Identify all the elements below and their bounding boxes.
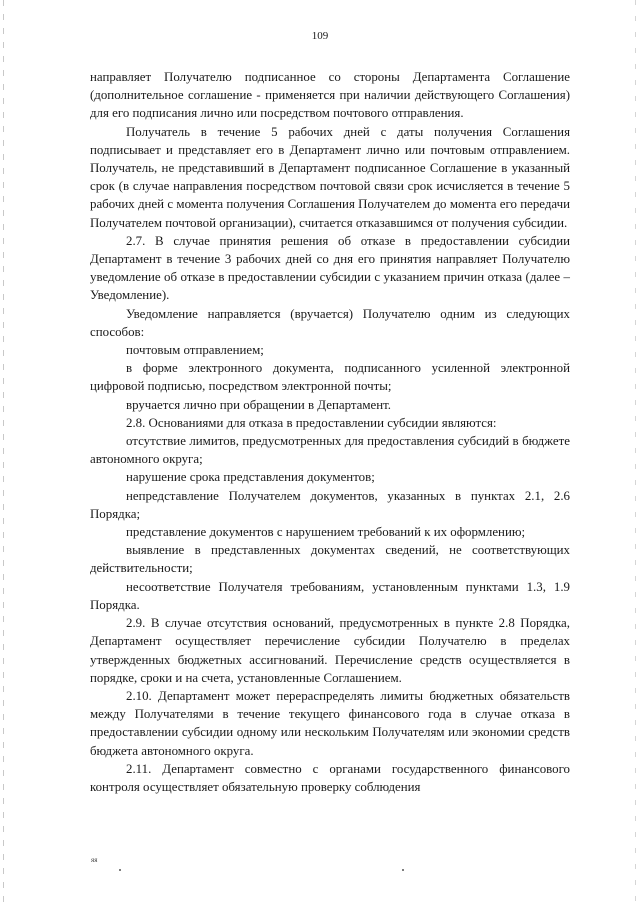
scan-speck	[119, 869, 121, 871]
scan-right-edge	[635, 0, 636, 905]
list-item-format-violation: представление документов с нарушением требований к их оформлению;	[126, 525, 526, 540]
paragraph-2-8: 2.8. Основаниями для отказа в предоставлении субсидии являются:	[126, 415, 497, 430]
paragraph-signing-term: Получатель в течение 5 рабочих дней с даты получения Соглашения подписывает и представляет его в Департамент лично или почтовым отправлением. Получатель, не представивший в Департамент подписанное Соглашение в указанный срок (в случае направления посредством почтовой связи срок исчисляется в течение 5 рабочих дней с момента получения Соглашения Получателем до момента его передачи Получателем почтовой организации), считается отказавшимся от получения субсидии.	[90, 124, 570, 230]
footer-mark: яя	[91, 856, 98, 864]
list-item-missing-documents: непредставление Получателем документов, указанных в пунктах 2.1, 2.6 Порядка;	[90, 488, 570, 521]
list-item-electronic: в форме электронного документа, подписанного усиленной электронной цифровой подписью, посредством электронной почты;	[90, 361, 570, 394]
list-item-no-limits: отсутствие лимитов, предусмотренных для предоставления субсидий в бюджете автономного округа;	[90, 434, 570, 467]
scan-left-edge	[3, 0, 4, 905]
list-item-deadline-violation: нарушение срока представления документов;	[126, 470, 375, 485]
paragraph-2-10: 2.10. Департамент может перераспределять лимиты бюджетных обязательств между Получателями в течение текущего финансового года в случае отказа в предоставлении субсидии одному или нескольким Получателям или экономии средств бюджета автономного округа.	[90, 688, 570, 758]
page-number: 109	[311, 30, 329, 42]
paragraph-2-7: 2.7. В случае принятия решения об отказе в предоставлении субсидии Департамент в течение 3 рабочих дней со дня его принятия направляет Получателю уведомление об отказе в предоставлении субсидии с указанием причин отказа (далее – Уведомление).	[90, 233, 570, 303]
list-item-false-info: выявление в представленных документах сведений, не соответствующих действительности;	[90, 543, 570, 576]
paragraph-notice-methods: Уведомление направляется (вручается) Получателю одним из следующих способов:	[90, 306, 570, 339]
list-item-postal: почтовым отправлением;	[126, 343, 264, 358]
list-item-noncompliance: несоответствие Получателя требованиям, установленным пунктами 1.3, 1.9 Порядка.	[90, 579, 570, 612]
paragraph-2-11: 2.11. Департамент совместно с органами государственного финансового контроля осуществляет обязательную проверку соблюдения	[90, 761, 570, 794]
paragraph-continuation: направляет Получателю подписанное со стороны Департамента Соглашение (дополнительное соглашение - применяется при наличии действующего Соглашения) для его подписания лично или посредством почтового отправления.	[90, 70, 570, 121]
scan-speck	[402, 869, 404, 871]
paragraph-2-9: 2.9. В случае отсутствия оснований, предусмотренных в пункте 2.8 Порядка, Департамент осуществляет перечисление субсидии Получателю в пределах утвержденных бюджетных ассигнований. Перечисление средств осуществляется в порядке, сроки и на счета, установленные Соглашением.	[90, 616, 570, 685]
list-item-in-person: вручается лично при обращении в Департамент.	[126, 397, 392, 412]
document-body	[90, 68, 570, 796]
